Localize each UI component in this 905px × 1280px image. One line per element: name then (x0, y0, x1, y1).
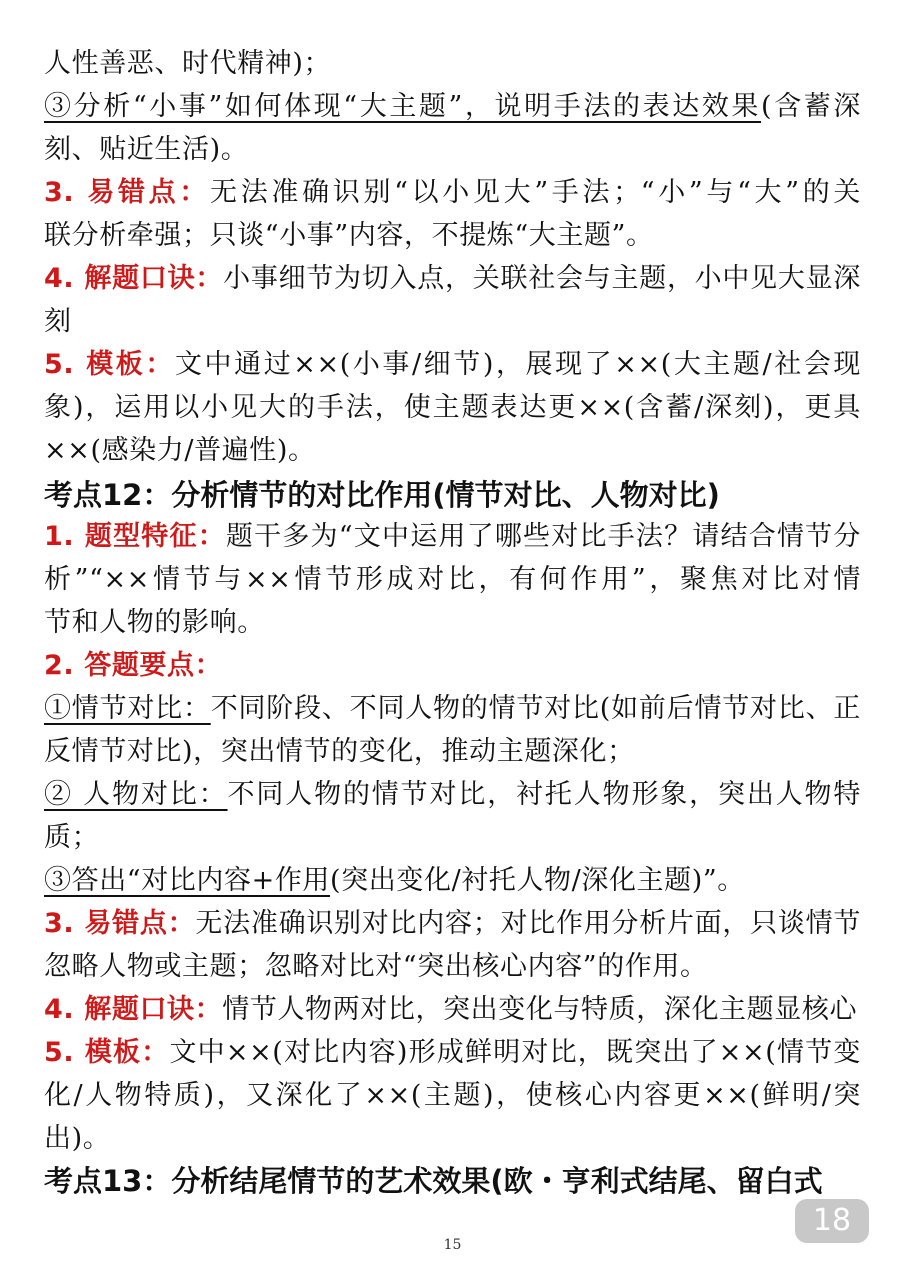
text-line: 4. 解题口诀：情节人物两对比，突出变化与特质，深化主题显核心 (44, 994, 858, 1025)
underlined-point: ③分析“小事”如何体现“大主题”，说明手法的表达效果 (44, 91, 762, 122)
text-line: ② 人物对比：不同人物的情节对比，衬托人物形象，突出人物特 (44, 779, 861, 810)
section-label: 4. 解题口诀： (44, 994, 223, 1025)
text-line: 忽略人物或主题；忽略对比对“突出核心内容”的作用。 (44, 951, 708, 982)
text-line: 3. 易错点：无法准确识别“以小见大”手法；“小”与“大”的关 (44, 177, 861, 208)
text-line: 刻、贴近生活)。 (44, 134, 249, 165)
text-line: ①情节对比：不同阶段、不同人物的情节对比(如前后情节对比、正 (44, 693, 861, 724)
text-line: 刻 (44, 306, 72, 337)
text-line: 3. 易错点：无法准确识别对比内容；对比作用分析片面，只谈情节 (44, 908, 861, 939)
text-line: 出)。 (44, 1123, 111, 1154)
page-number: 15 (443, 1237, 462, 1253)
text-line: 质； (44, 822, 100, 853)
section-label: 3. 易错点： (44, 177, 211, 208)
text-line: 联分析牵强；只谈“小事”内容，不提炼“大主题”。 (44, 220, 654, 251)
text-line: 象)，运用以小见大的手法，使主题表达更××(含蓄/深刻)，更具 (44, 392, 861, 423)
underlined-point: ③答出“对比内容+作用 (44, 865, 331, 896)
section-label: 1. 题型特征： (44, 521, 226, 552)
text-line: ③答出“对比内容+作用(突出变化/衬托人物/深化主题)”。 (44, 865, 745, 896)
text-line: 4. 解题口诀：小事细节为切入点，关联社会与主题，小中见大显深 (44, 263, 861, 294)
text-line: ③分析“小事”如何体现“大主题”，说明手法的表达效果(含蓄深 (44, 91, 862, 122)
text-line: 人性善恶、时代精神)； (44, 48, 332, 79)
text-line: 化/人物特质)，又深化了××(主题)，使核心内容更××(鲜明/突 (44, 1080, 861, 1111)
page-count-badge: 18 (795, 1199, 869, 1243)
text-line: 节和人物的影响。 (44, 607, 265, 638)
text-line: 1. 题型特征：题干多为“文中运用了哪些对比手法？请结合情节分 (44, 521, 861, 552)
underlined-point: ② 人物对比： (44, 779, 228, 810)
text-line: 5. 模板：文中通过××(小事/细节)，展现了××(大主题/社会现 (44, 349, 861, 380)
section-label: 5. 模板： (44, 1037, 170, 1068)
section-label: 5. 模板： (44, 349, 175, 380)
section-label: 3. 易错点： (44, 908, 196, 939)
section-heading: 考点13：分析结尾情节的艺术效果(欧・亨利式结尾、留白式 (44, 1164, 823, 1198)
section-label: 2. 答题要点： (44, 650, 223, 681)
text-line: ××(感染力/普遍性)。 (44, 435, 316, 466)
text-line: 5. 模板：文中××(对比内容)形成鲜明对比，既突出了××(情节变 (44, 1037, 861, 1068)
text-line (44, 646, 861, 686)
section-heading: 考点12：分析情节的对比作用(情节对比、人物对比) (44, 478, 720, 512)
text-line: 析”“××情节与××情节形成对比，有何作用”，聚焦对比对情 (44, 564, 861, 595)
text-line: 反情节对比)，突出情节的变化，推动主题深化； (44, 736, 635, 767)
underlined-point: ①情节对比： (44, 693, 211, 724)
section-label: 4. 解题口诀： (44, 263, 224, 294)
